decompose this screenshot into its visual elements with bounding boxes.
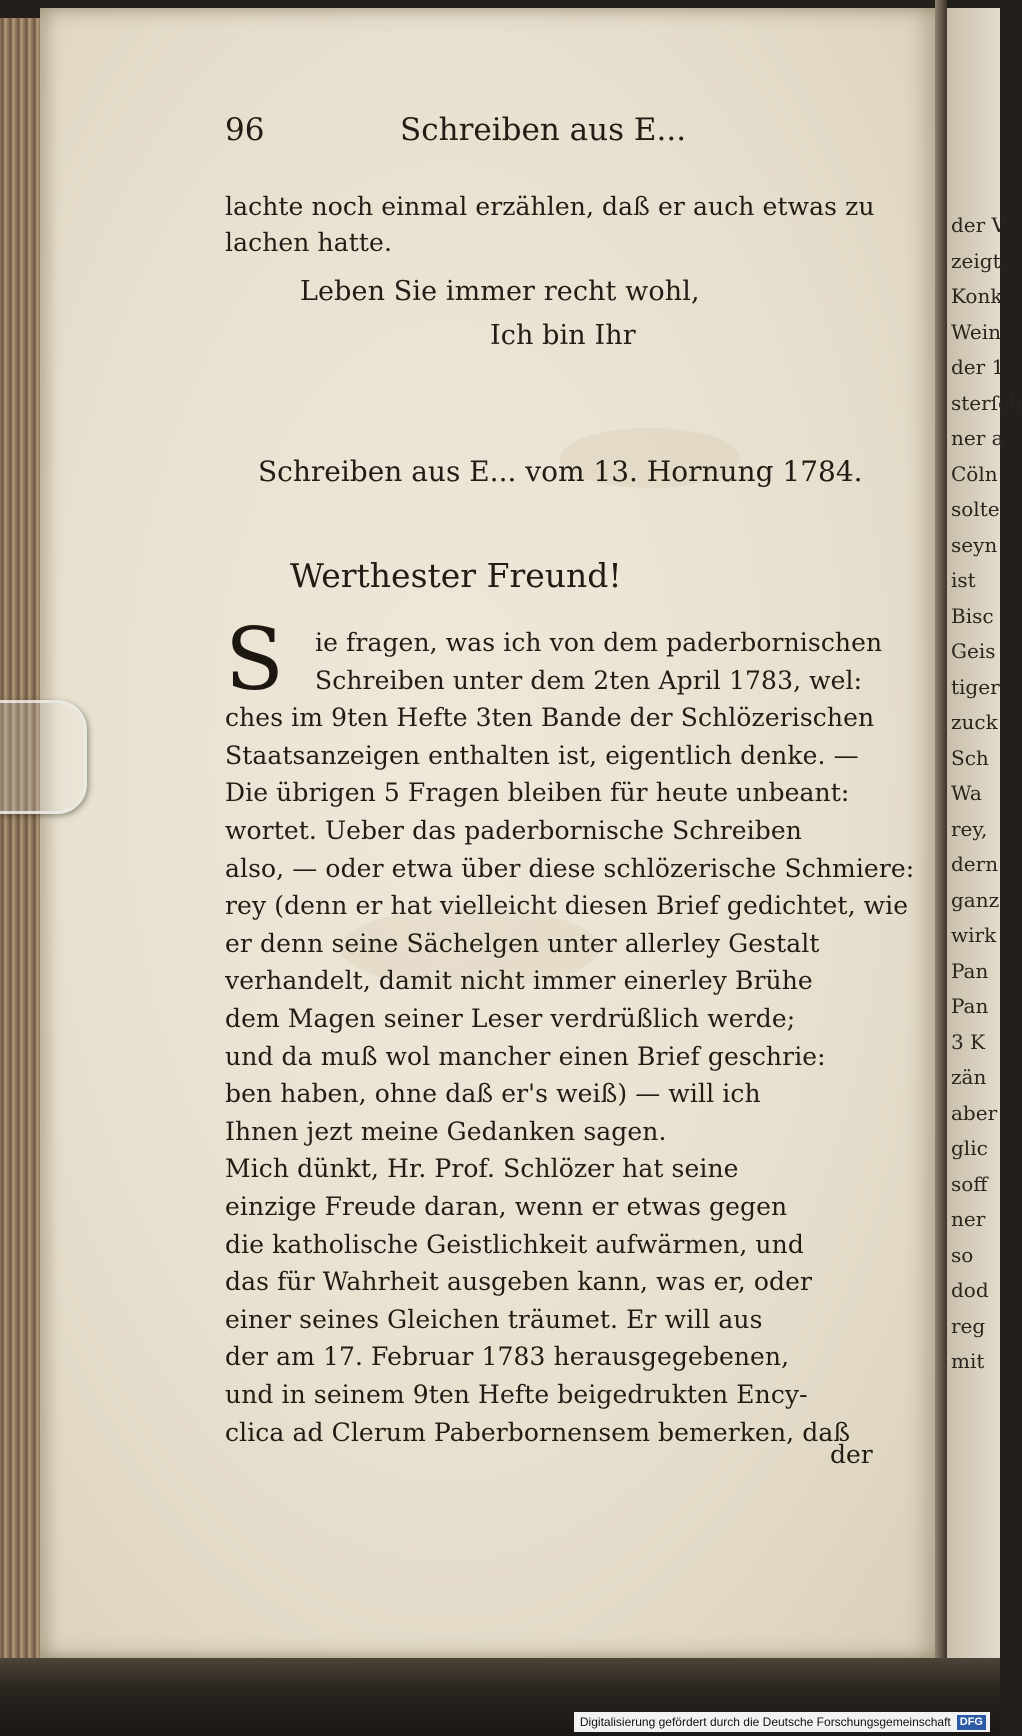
body-line: einer seines Gleichen träumet. Er will aus bbox=[225, 1304, 763, 1334]
right-page-fragment: 3 K bbox=[951, 1029, 986, 1054]
right-page-fragment: dern bbox=[951, 852, 999, 876]
right-page-text-fragments bbox=[951, 208, 1022, 1380]
body-line: die katholische Geistlichkeit aufwärmen, und bbox=[225, 1229, 804, 1259]
right-page-fragment: solte bbox=[951, 497, 1000, 521]
right-page-fragment: Pan bbox=[951, 958, 989, 983]
right-page-fragment: dod bbox=[951, 1278, 989, 1302]
body-line: Ihnen jezt meine Gedanken sagen. bbox=[225, 1116, 667, 1146]
body-line: ie fragen, was ich von dem paderbornischen bbox=[315, 628, 883, 657]
page-clip bbox=[0, 700, 87, 814]
body-line: Schreiben unter dem 2ten April 1783, wel: bbox=[315, 665, 863, 695]
closing-farewell: Leben Sie immer recht wohl, bbox=[300, 276, 700, 307]
right-page-fragment: Wein bbox=[951, 319, 1002, 344]
dfg-logo: DFG bbox=[957, 1715, 986, 1730]
letter-heading: Schreiben aus E... vom 13. Hornung 1784. bbox=[258, 455, 863, 488]
right-page-fragment: zän bbox=[951, 1065, 987, 1089]
right-page-fragment: sterſch bbox=[951, 390, 1022, 415]
right-page-edge bbox=[947, 8, 1022, 1658]
closing-signature: Ich bin Ihr bbox=[490, 320, 636, 351]
body-line: ben haben, ohne daß er's weiß) — will ich bbox=[225, 1079, 761, 1109]
running-title: Schreiben aus E... bbox=[400, 112, 687, 148]
right-page-fragment: Geis bbox=[951, 639, 996, 663]
right-page-fragment: so bbox=[951, 1242, 974, 1267]
right-page-fragment: tiger bbox=[951, 674, 1000, 699]
body-line: der am 17. Februar 1783 herausgegebenen, bbox=[225, 1342, 790, 1372]
text-line: lachen hatte. bbox=[225, 228, 392, 257]
drop-cap: S bbox=[225, 610, 284, 710]
text-line: lachte noch einmal erzählen, daß er auch etwas zu bbox=[225, 192, 875, 221]
body-line: und da muß wol mancher einen Brief geschrie: bbox=[225, 1041, 826, 1071]
body-line: Staatsanzeigen enthalten ist, eigentlich denke. — bbox=[225, 740, 859, 770]
page-number: 96 bbox=[225, 112, 265, 148]
body-line: clica ad Clerum Paberbornensem bemerken, daß bbox=[225, 1417, 851, 1447]
body-line: wortet. Ueber das paderbornische Schreiben bbox=[225, 816, 802, 845]
right-page-fragment: ganz bbox=[951, 887, 1000, 912]
right-page-fragment: rey, bbox=[951, 816, 988, 841]
catchword: der bbox=[830, 1440, 873, 1469]
right-page-fragment: aber bbox=[951, 1100, 998, 1125]
digitization-credit bbox=[574, 1712, 990, 1732]
right-page-fragment: soff bbox=[951, 1171, 988, 1196]
body-line: also, — oder etwa über diese schlözerische Schmiere: bbox=[225, 853, 915, 883]
body-line: Mich dünkt, Hr. Prof. Schlözer hat seine bbox=[225, 1154, 739, 1184]
right-page-fragment: mit bbox=[951, 1349, 985, 1373]
right-page-fragment: seyn bbox=[951, 532, 998, 557]
right-page-fragment: Konk bbox=[951, 284, 1003, 308]
right-page-fragment: glic bbox=[951, 1136, 988, 1160]
body-line: rey (denn er hat vielleicht diesen Brief gedichtet, wie bbox=[225, 891, 909, 921]
body-line: einzige Freude daran, wenn er etwas gegen bbox=[225, 1192, 788, 1221]
right-page-fragment: wirk bbox=[951, 923, 997, 947]
right-page-fragment: ner bbox=[951, 1207, 986, 1231]
book-gutter bbox=[935, 0, 947, 1680]
body-line: er denn seine Sächelgen unter allerley Gestalt bbox=[225, 928, 820, 958]
right-page-fragment: Sch bbox=[951, 745, 989, 770]
right-page-fragment: reg bbox=[951, 1313, 986, 1338]
right-page-fragment: der 1 bbox=[951, 355, 1005, 379]
right-page-fragment: Bisc bbox=[951, 603, 994, 628]
body-line: ches im 9ten Hefte 3ten Bande der Schlözerischen bbox=[225, 703, 875, 733]
right-page-fragment: ner a bbox=[951, 426, 1004, 450]
body-line: Die übrigen 5 Fragen bleiben für heute unbeant: bbox=[225, 778, 850, 808]
body-line: dem Magen seiner Leser verdrüßlich werde; bbox=[225, 1004, 796, 1033]
right-page-fragment: Cöln bbox=[951, 461, 998, 486]
body-line: und in seinem 9ten Hefte beigedrukten Ency- bbox=[225, 1380, 808, 1409]
credit-text: Digitalisierung gefördert durch die Deutsche Forschungsgemeinschaft bbox=[579, 1715, 951, 1729]
right-page-fragment: Wa bbox=[951, 781, 982, 805]
right-page-fragment: ist bbox=[951, 568, 976, 592]
right-page-fragment: der V bbox=[951, 213, 1006, 237]
body-line: das für Wahrheit ausgeben kann, was er, oder bbox=[225, 1267, 813, 1297]
right-page-fragment: zuck bbox=[951, 710, 998, 734]
right-page-fragment: Pan bbox=[951, 994, 989, 1018]
salutation: Werthester Freund! bbox=[290, 556, 622, 595]
body-line: verhandelt, damit nicht immer einerley Brühe bbox=[225, 966, 813, 996]
right-page-fragment: zeigt, bbox=[951, 248, 1007, 273]
